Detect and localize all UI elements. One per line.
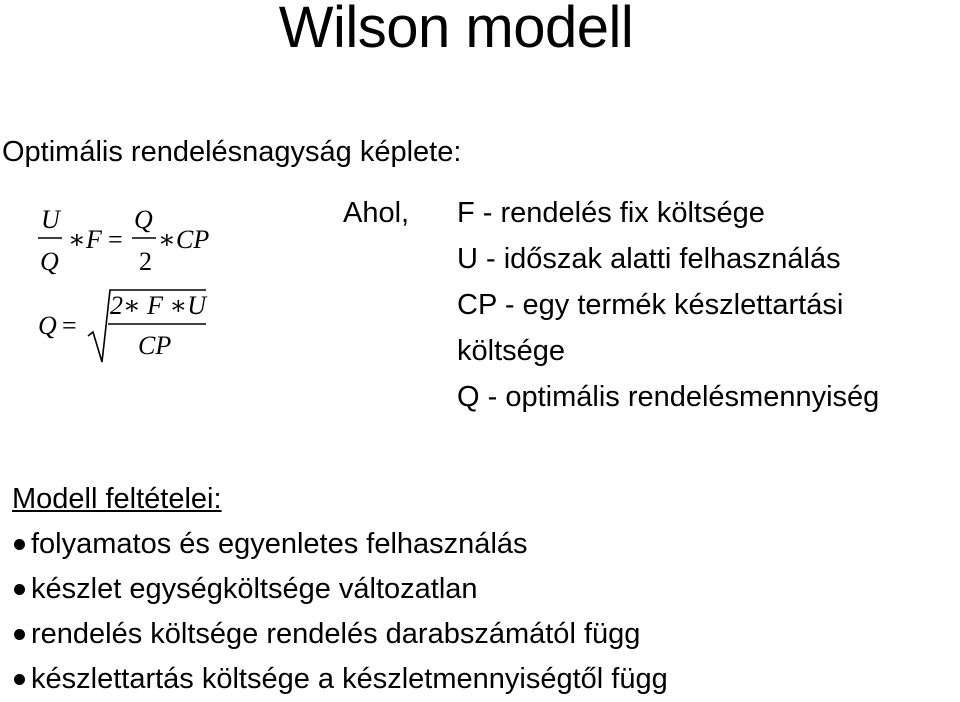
formula1-cp: CP <box>176 225 210 254</box>
definition-item: F - rendelés fix költsége <box>457 197 765 229</box>
slide-title: Wilson modell <box>278 0 634 60</box>
list-item <box>12 612 668 657</box>
formula2-numerator: 2∗ F ∗U <box>110 291 207 320</box>
cost-balance-formula <box>30 202 230 282</box>
formula1-f: F <box>86 225 102 254</box>
conditions-heading: Modell feltételei: <box>12 483 222 515</box>
definition-item: CP - egy termék készlettartási <box>457 289 844 321</box>
formula2-equals: = <box>62 311 77 340</box>
list-item <box>12 657 668 702</box>
formula2-denominator: CP <box>138 331 172 360</box>
bullet-icon <box>14 674 25 685</box>
formula1-frac1-num: U <box>41 205 60 234</box>
formula-heading: Optimális rendelésnagyság képlete: <box>2 136 462 168</box>
formula1-frac2-num: Q <box>134 205 153 234</box>
condition-text: rendelés költsége rendelés darabszámától függ <box>31 618 641 650</box>
condition-text: készlet egységköltsége változatlan <box>31 573 478 605</box>
conditions-list <box>12 522 668 702</box>
formula1-equals: = <box>108 225 123 254</box>
variable-definitions <box>343 190 879 420</box>
definition-item: költsége <box>457 335 566 367</box>
bullet-icon <box>14 629 25 640</box>
bullet-icon <box>14 584 25 595</box>
definition-item: U - időszak alatti felhasználás <box>457 243 841 275</box>
formula2-lhs: Q <box>38 311 57 340</box>
condition-text: készlettartás költsége a készletmennyiségtől függ <box>31 663 668 695</box>
condition-text: folyamatos és egyenletes felhasználás <box>31 528 528 560</box>
list-item <box>12 522 668 567</box>
definition-item: Q - optimális rendelésmennyiség <box>457 381 880 413</box>
bullet-icon <box>14 539 25 550</box>
formula1-frac2-den: 2 <box>139 247 152 276</box>
formula1-mult2: ∗ <box>158 225 176 254</box>
model-conditions <box>12 477 668 702</box>
formula1-mult1: ∗ <box>68 225 86 254</box>
list-item <box>12 567 668 612</box>
definitions-lead: Ahol, <box>343 197 410 229</box>
eoq-formula <box>30 284 230 368</box>
formula1-frac1-den: Q <box>40 247 59 276</box>
